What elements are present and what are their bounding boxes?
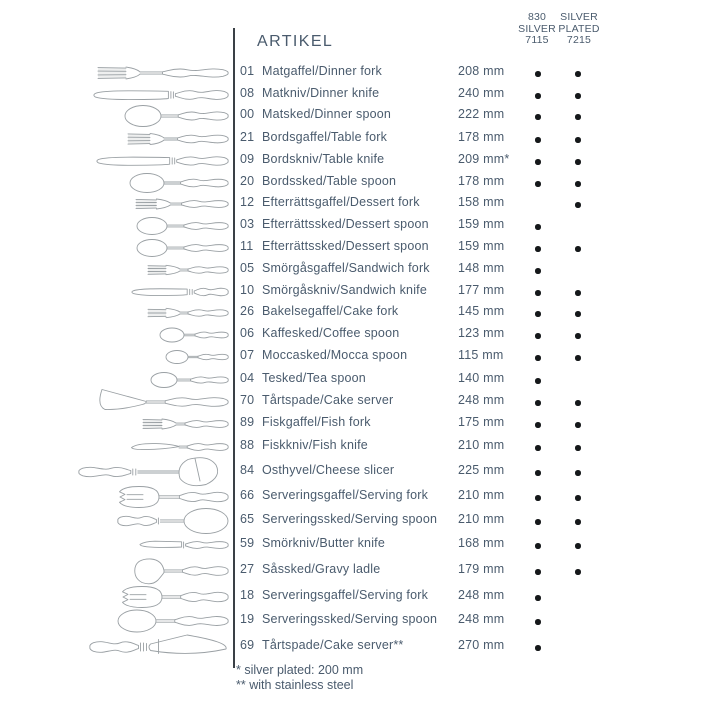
item-size: 210 mm (458, 488, 505, 502)
availability-dot-830-silver (535, 159, 541, 165)
table-row (0, 348, 717, 366)
item-number: 00 (240, 107, 255, 121)
availability-dot-silver-plated (575, 569, 581, 575)
item-name: Fiskkniv/Fish knife (262, 438, 368, 452)
availability-dot-830-silver (535, 470, 541, 476)
table-row (0, 283, 717, 301)
item-name: Fiskgaffel/Fish fork (262, 415, 371, 429)
table-row (0, 261, 717, 279)
availability-dot-830-silver (535, 137, 541, 143)
availability-dot-830-silver (535, 569, 541, 575)
item-size: 248 mm (458, 612, 505, 626)
item-size: 248 mm (458, 588, 505, 602)
availability-dot-830-silver (535, 355, 541, 361)
item-size: 123 mm (458, 326, 505, 340)
availability-dot-silver-plated (575, 181, 581, 187)
table-row (0, 195, 717, 213)
availability-dot-silver-plated (575, 400, 581, 406)
availability-dot-830-silver (535, 422, 541, 428)
availability-dot-silver-plated (575, 93, 581, 99)
availability-dot-silver-plated (575, 422, 581, 428)
item-size: 178 mm (458, 174, 505, 188)
item-name: Osthyvel/Cheese slicer (262, 463, 395, 477)
item-number: 27 (240, 562, 255, 576)
item-name: Smörkniv/Butter knife (262, 536, 385, 550)
item-name: Serveringssked/Serving spoon (262, 612, 438, 626)
item-size: 145 mm (458, 304, 505, 318)
item-number: 19 (240, 612, 255, 626)
item-name: Tårtspade/Cake server (262, 393, 394, 407)
item-size: 159 mm (458, 239, 505, 253)
item-name: Efterrättsgaffel/Dessert fork (262, 195, 420, 209)
item-number: 89 (240, 415, 255, 429)
item-size: 225 mm (458, 463, 505, 477)
item-number: 03 (240, 217, 255, 231)
item-size: 240 mm (458, 86, 505, 100)
item-size: 178 mm (458, 130, 505, 144)
item-size: 115 mm (458, 348, 504, 362)
item-size: 179 mm (458, 562, 505, 576)
availability-dot-830-silver (535, 333, 541, 339)
item-number: 59 (240, 536, 255, 550)
item-name: Bordsgaffel/Table fork (262, 130, 388, 144)
item-name: Serveringsgaffel/Serving fork (262, 488, 429, 502)
item-name: Såssked/Gravy ladle (262, 562, 381, 576)
item-number: 11 (240, 239, 254, 253)
item-number: 66 (240, 488, 255, 502)
availability-dot-silver-plated (575, 355, 581, 361)
item-number: 06 (240, 326, 255, 340)
item-name: Efterrättssked/Dessert spoon (262, 239, 429, 253)
item-name: Tesked/Tea spoon (262, 371, 366, 385)
item-number: 09 (240, 152, 255, 166)
availability-dot-830-silver (535, 290, 541, 296)
item-number: 26 (240, 304, 255, 318)
availability-dot-silver-plated (575, 519, 581, 525)
availability-dot-silver-plated (575, 543, 581, 549)
item-size: 175 mm (458, 415, 505, 429)
availability-dot-silver-plated (575, 159, 581, 165)
item-name: Matgaffel/Dinner fork (262, 64, 382, 78)
table-row (0, 536, 717, 554)
item-name: Tårtspade/Cake server** (262, 638, 404, 652)
availability-dot-silver-plated (575, 71, 581, 77)
item-size: 222 mm (458, 107, 505, 121)
item-number: 12 (240, 195, 255, 209)
item-number: 04 (240, 371, 255, 385)
footnote-stainless: ** with stainless steel (236, 677, 354, 692)
availability-dot-830-silver (535, 181, 541, 187)
table-row (0, 217, 717, 235)
availability-dot-830-silver (535, 519, 541, 525)
item-size: 158 mm (458, 195, 505, 209)
item-size: 140 mm (458, 371, 505, 385)
item-size: 210 mm (458, 512, 505, 526)
table-row (0, 562, 717, 580)
item-size: 208 mm (458, 64, 505, 78)
availability-dot-silver-plated (575, 333, 581, 339)
item-name: Kaffesked/Coffee spoon (262, 326, 400, 340)
availability-dot-silver-plated (575, 246, 581, 252)
column-header-830-silver-7115: 830 SILVER 7115 (518, 11, 556, 46)
item-number: 20 (240, 174, 255, 188)
availability-dot-830-silver (535, 400, 541, 406)
availability-dot-830-silver (535, 619, 541, 625)
table-row (0, 326, 717, 344)
item-name: Smörgåsgaffel/Sandwich fork (262, 261, 430, 275)
item-number: 10 (240, 283, 255, 297)
item-name: Bakelsegaffel/Cake fork (262, 304, 399, 318)
availability-dot-830-silver (535, 495, 541, 501)
item-number: 65 (240, 512, 255, 526)
footnotes (236, 663, 363, 692)
item-name: Matkniv/Dinner knife (262, 86, 380, 100)
availability-dot-silver-plated (575, 137, 581, 143)
availability-dot-830-silver (535, 93, 541, 99)
item-name: Smörgåskniv/Sandwich knife (262, 283, 427, 297)
availability-dot-830-silver (535, 595, 541, 601)
availability-dot-830-silver (535, 71, 541, 77)
item-number: 69 (240, 638, 255, 652)
availability-dot-830-silver (535, 224, 541, 230)
item-size: 210 mm (458, 438, 505, 452)
item-name: Matsked/Dinner spoon (262, 107, 392, 121)
item-number: 01 (240, 64, 255, 78)
availability-dot-830-silver (535, 445, 541, 451)
item-size: 168 mm (458, 536, 505, 550)
availability-dot-830-silver (535, 378, 541, 384)
availability-dot-silver-plated (575, 470, 581, 476)
availability-dot-830-silver (535, 246, 541, 252)
availability-dot-silver-plated (575, 290, 581, 296)
availability-dot-silver-plated (575, 495, 581, 501)
item-size: 270 mm (458, 638, 505, 652)
page-title: ARTIKEL (257, 33, 334, 50)
item-size: 177 mm (458, 283, 505, 297)
item-name: Efterrättssked/Dessert spoon (262, 217, 429, 231)
item-name: Bordssked/Table spoon (262, 174, 397, 188)
availability-dot-830-silver (535, 311, 541, 317)
item-name: Serveringssked/Serving spoon (262, 512, 438, 526)
footnote-silver-plated: * silver plated: 200 mm (236, 663, 364, 677)
availability-dot-830-silver (535, 645, 541, 651)
item-size: 148 mm (458, 261, 505, 275)
item-number: 88 (240, 438, 255, 452)
item-number: 07 (240, 348, 255, 362)
availability-dot-830-silver (535, 543, 541, 549)
item-number: 21 (240, 130, 255, 144)
table-row (0, 304, 717, 322)
item-size: 248 mm (458, 393, 505, 407)
item-number: 08 (240, 86, 255, 100)
availability-dot-silver-plated (575, 311, 581, 317)
table-row (0, 512, 717, 530)
table-row (0, 588, 717, 606)
item-name: Bordskniv/Table knife (262, 152, 385, 166)
table-row (0, 239, 717, 257)
column-header-silver-plated-7215: SILVER PLATED 7215 (558, 11, 600, 46)
item-number: 84 (240, 463, 255, 477)
availability-dot-silver-plated (575, 445, 581, 451)
item-number: 70 (240, 393, 255, 407)
availability-dot-830-silver (535, 268, 541, 274)
item-number: 18 (240, 588, 255, 602)
availability-dot-silver-plated (575, 114, 581, 120)
item-size: 159 mm (458, 217, 505, 231)
cake-server-steel-illustration (87, 627, 230, 667)
item-size: 209 mm* (458, 152, 510, 166)
availability-dot-silver-plated (575, 202, 581, 208)
item-number: 05 (240, 261, 255, 275)
availability-dot-830-silver (535, 114, 541, 120)
item-name: Serveringsgaffel/Serving fork (262, 588, 429, 602)
item-name: Moccasked/Mocca spoon (262, 348, 408, 362)
